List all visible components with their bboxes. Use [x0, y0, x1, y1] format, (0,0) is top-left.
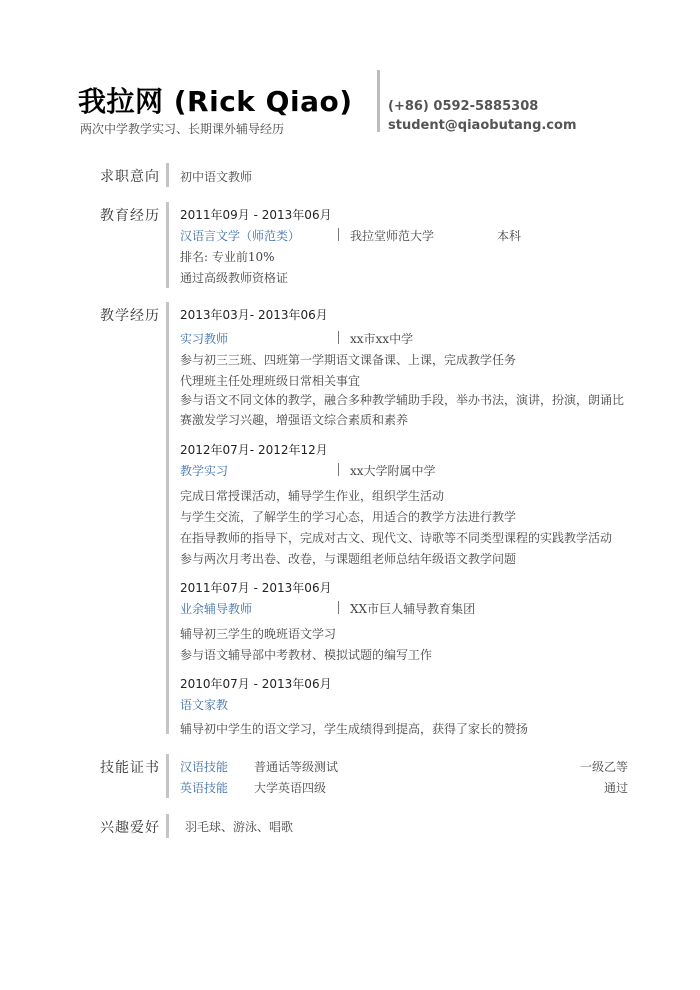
teaching-entry-1-period: 2013年03月- 2013年06月	[180, 308, 328, 322]
teaching-entry-4-period: 2010年07月 - 2013年06月	[180, 677, 332, 691]
skill-1-category: 汉语技能	[180, 760, 229, 774]
teaching-entry-3-org: XX市巨人辅导教育集团	[350, 602, 476, 616]
teaching-entry-2-separator	[338, 463, 339, 476]
education-period: 2011年09月 - 2013年06月	[180, 208, 332, 222]
hobbies-label: 兴趣爱好	[100, 820, 160, 836]
teaching-entry-2-line-2: 与学生交流，了解学生的学习心态，用适合的教学方法进行教学	[180, 510, 517, 524]
education-note: 通过高级教师资格证	[180, 271, 289, 285]
skill-2-name: 大学英语四级	[254, 781, 327, 795]
education-separator	[338, 228, 339, 241]
teaching-entry-2-org: xx大学附属中学	[350, 464, 436, 478]
teaching-entry-3-role: 业余辅导教师	[180, 602, 253, 616]
teaching-entry-1-line-2: 代理班主任处理班级日常相关事宜	[180, 374, 361, 388]
education-degree: 本科	[497, 229, 522, 243]
objective-bar	[166, 163, 169, 187]
skills-bar	[166, 754, 169, 798]
teaching-entry-2-line-1: 完成日常授课活动，辅导学生作业，组织学生活动	[180, 489, 445, 503]
teaching-entry-4-role: 语文家教	[180, 698, 229, 712]
teaching-entry-1-org: xx市xx中学	[350, 332, 414, 346]
teaching-entry-2-period: 2012年07月- 2012年12月	[180, 443, 328, 457]
teaching-label: 教学经历	[100, 308, 160, 324]
education-rank: 排名: 专业前10%	[180, 250, 275, 264]
skill-1-result: 一级乙等	[579, 760, 628, 774]
teaching-entry-3-line-2: 参与语文辅导部中考教材、模拟试题的编写工作	[180, 648, 433, 662]
skills-label: 技能证书	[100, 760, 160, 776]
objective-label: 求职意向	[100, 169, 160, 185]
teaching-entry-1-line-1: 参与初三三班、四班第一学期语文课备课、上课，完成教学任务	[180, 353, 517, 367]
education-school: 我拉堂师范大学	[350, 229, 435, 243]
teaching-entry-2-role: 教学实习	[180, 464, 229, 478]
skill-1-name: 普通话等级测试	[254, 760, 339, 774]
teaching-entry-3-period: 2011年07月 - 2013年06月	[180, 581, 332, 595]
education-bar	[166, 202, 169, 288]
candidate-subtitle: 两次中学教学实习、长期课外辅导经历	[80, 122, 285, 136]
education-label: 教育经历	[100, 208, 160, 224]
teaching-entry-1-separator	[338, 331, 339, 344]
teaching-entry-3-line-1: 辅导初三学生的晚班语文学习	[180, 627, 337, 641]
teaching-entry-1-line-3: 参与语文不同文体的教学，融合多种教学辅助手段，举办书法，演讲，扮演，朗诵比赛激发学习兴趣，增强语文综合素质和素养	[180, 393, 625, 427]
header-divider	[377, 70, 380, 132]
hobbies-value: 羽毛球、游泳、唱歌	[185, 820, 294, 834]
objective-value: 初中语文教师	[180, 170, 253, 184]
skill-2-category: 英语技能	[180, 781, 229, 795]
teaching-entry-2-line-3: 在指导教师的指导下，完成对古文、现代文、诗歌等不同类型课程的实践教学活动	[180, 531, 613, 545]
candidate-name: 我拉网 (Rick Qiao)	[78, 85, 353, 118]
teaching-entry-2-line-4: 参与两次月考出卷、改卷，与课题组老师总结年级语文教学问题	[180, 552, 517, 566]
skill-2-result: 通过	[603, 781, 628, 795]
teaching-entry-3-separator	[338, 601, 339, 614]
teaching-entry-4-line-1: 辅导初中学生的语文学习，学生成绩得到提高，获得了家长的赞扬	[180, 722, 529, 736]
teaching-bar	[166, 302, 169, 734]
teaching-entry-1-role: 实习教师	[180, 332, 229, 346]
email-address: student@qiaobutang.com	[388, 118, 577, 133]
education-major: 汉语言文学（师范类）	[180, 229, 301, 243]
hobbies-bar	[166, 814, 169, 838]
phone-number: (+86) 0592-5885308	[388, 99, 539, 114]
